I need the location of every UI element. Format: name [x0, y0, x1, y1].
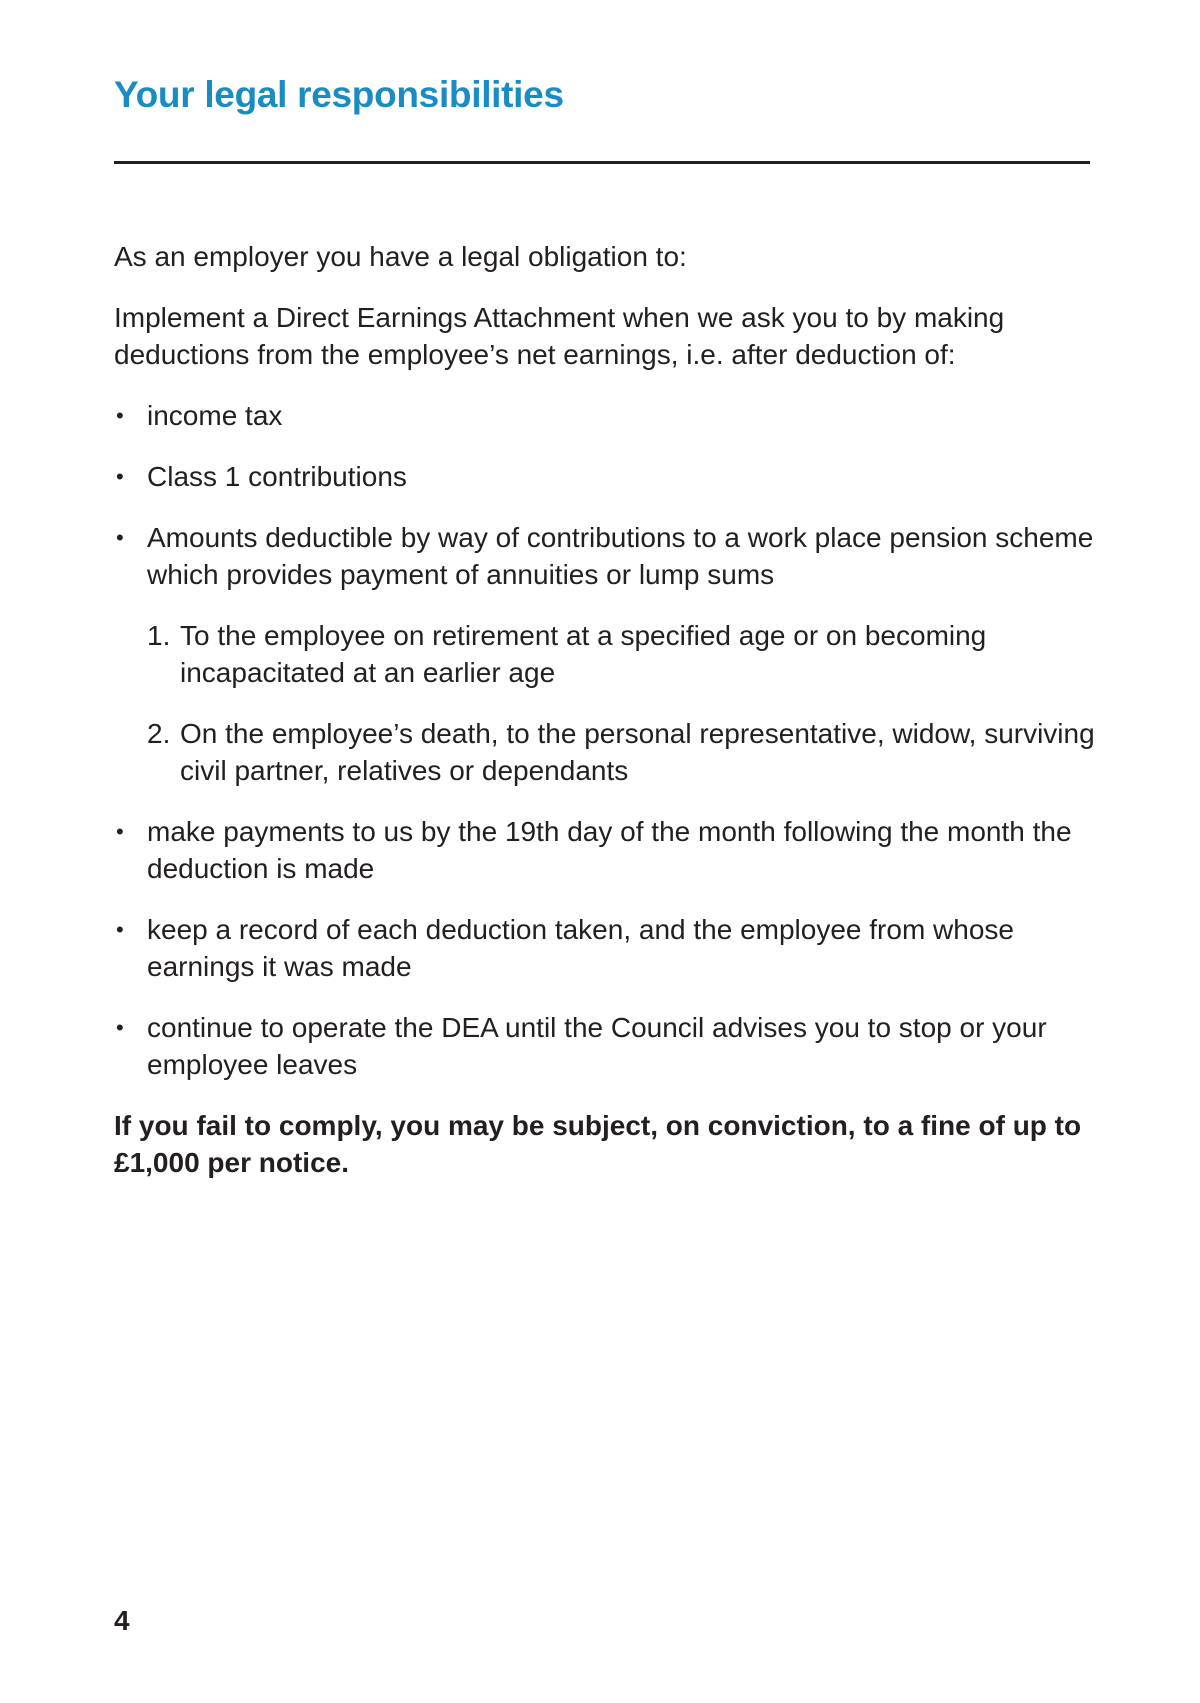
obligations-list	[114, 397, 1104, 1083]
page-title: Your legal responsibilities	[114, 74, 564, 115]
sub-item-number: 2.	[147, 718, 171, 749]
list-item-text: continue to operate the DEA until the Council advises you to stop or your employee leaves	[147, 1012, 1047, 1080]
list-item	[114, 813, 1104, 887]
implement-paragraph: Implement a Direct Earnings Attachment when we ask you to by making deductions from the employee’s net earnings, i.e. after deduction of:	[114, 302, 1005, 370]
list-item-text: make payments to us by the 19th day of the month following the month the deduction is made	[147, 816, 1072, 884]
list-item	[114, 458, 1104, 495]
body-content	[114, 238, 1104, 1205]
pension-sub-list	[147, 617, 1104, 789]
intro-paragraph: As an employer you have a legal obligation to:	[114, 241, 687, 272]
title-divider	[114, 161, 1090, 164]
bullet-icon: •	[116, 917, 124, 942]
bullet-icon: •	[116, 525, 124, 550]
list-item-text: income tax	[147, 400, 283, 431]
list-item-text: keep a record of each deduction taken, and the employee from whose earnings it was made	[147, 914, 1014, 982]
bullet-icon: •	[116, 1015, 124, 1040]
bullet-icon: •	[116, 464, 124, 489]
list-item	[114, 397, 1104, 434]
sub-item-text: To the employee on retirement at a specified age or on becoming incapacitated at an earlier age	[180, 620, 987, 688]
penalty-warning: If you fail to comply, you may be subject, on conviction, to a fine of up to £1,000 per notice.	[114, 1110, 1082, 1178]
sub-item-text: On the employee’s death, to the personal representative, widow, surviving civil partner, relatives or dependants	[180, 718, 1095, 786]
sub-list-item	[147, 617, 1104, 691]
list-item-text: Class 1 contributions	[147, 461, 407, 492]
list-item-text: Amounts deductible by way of contributions to a work place pension scheme which provides payment of annuities or lump sums	[147, 522, 1094, 590]
list-item	[114, 1009, 1104, 1083]
page-number: 4	[114, 1605, 130, 1636]
list-item	[114, 519, 1104, 789]
bullet-icon: •	[116, 819, 124, 844]
sub-list-item	[147, 715, 1104, 789]
bullet-icon: •	[116, 403, 124, 428]
sub-item-number: 1.	[147, 620, 171, 651]
list-item	[114, 911, 1104, 985]
